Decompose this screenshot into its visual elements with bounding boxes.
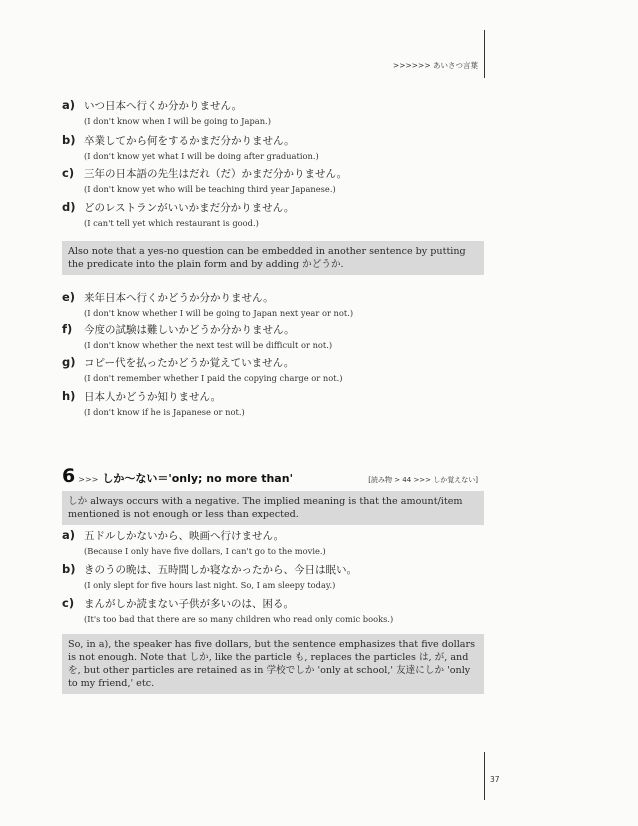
example-japanese: いつ日本へ行くか分かりません。 — [84, 100, 243, 112]
example-letter: d) — [62, 200, 76, 214]
example-japanese: まんがしか読まない子供が多いのは、困る。 — [84, 598, 294, 610]
example-item — [62, 389, 482, 417]
margin-rule-bottom — [484, 752, 485, 800]
example-translation: (I don't know whether I will be going to Japan next year or not.) — [84, 308, 354, 318]
example-item — [62, 200, 482, 228]
example-translation: (Because I only have five dollars, I can't go to the movie.) — [84, 546, 326, 556]
section-arrows: >>> — [78, 475, 99, 484]
example-japanese: 日本人かどうか知りません。 — [84, 391, 222, 403]
example-translation: (I don't remember whether I paid the copying charge or not.) — [84, 373, 343, 383]
example-japanese: コピー代を払ったかどうか覚えていません。 — [84, 357, 295, 369]
example-letter: b) — [62, 562, 76, 576]
example-item — [62, 133, 482, 161]
example-japanese: 五ドルしかないから、映画へ行けません。 — [84, 530, 285, 542]
example-letter: h) — [62, 389, 76, 403]
page-number: 37 — [490, 775, 500, 784]
example-letter: b) — [62, 133, 76, 147]
example-japanese: 来年日本へ行くかどうか分かりません。 — [84, 292, 274, 304]
example-japanese: 卒業してから何をするかまだ分かりません。 — [84, 135, 295, 147]
margin-rule-top — [484, 30, 485, 78]
grammar-note: Also note that a yes-no question can be embedded in another sentence by putting the predicate into the plain form and by adding かどうか. — [62, 241, 484, 275]
example-japanese: 三年の日本語の先生はだれ（だ）かまだ分かりません。 — [84, 168, 348, 180]
section-title: しか～ない＝'only; no more than' — [102, 472, 293, 485]
example-translation: (I don't know yet what I will be doing after graduation.) — [84, 151, 319, 161]
example-translation: (I don't know when I will be going to Japan.) — [84, 116, 271, 126]
example-translation: (I only slept for five hours last night. So, I am sleepy today.) — [84, 580, 336, 590]
grammar-note: しか always occurs with a negative. The implied meaning is that the amount/item mentioned is not enough or less than expected. — [62, 491, 484, 525]
example-item — [62, 562, 482, 590]
grammar-note: So, in a), the speaker has five dollars, but the sentence emphasizes that five dollars is not enough. Note that しか, like the particle も, replaces the particles は, が, and を, but other particles are retained as in 学校でしか 'only at school,' 友達にしか 'only to my friend,' etc. — [62, 634, 484, 694]
example-item — [62, 322, 482, 350]
example-letter: e) — [62, 290, 76, 304]
example-item — [62, 290, 482, 318]
example-letter: a) — [62, 528, 76, 542]
example-item — [62, 528, 482, 556]
example-translation: (I don't know yet who will be teaching third year Japanese.) — [84, 184, 336, 194]
running-head: >>>>>> あいさつ言葉 — [392, 61, 478, 70]
example-translation: (I don't know if he is Japanese or not.) — [84, 407, 245, 417]
example-translation: (I can't tell yet which restaurant is good.) — [84, 218, 259, 228]
example-letter: g) — [62, 355, 76, 369]
section-number: 6 — [62, 465, 76, 487]
example-letter: c) — [62, 596, 75, 610]
example-japanese: どのレストランがいいかまだ分かりません。 — [84, 202, 295, 214]
example-letter: a) — [62, 98, 76, 112]
section-heading — [62, 465, 478, 485]
example-japanese: 今度の試験は難しいかどうか分かりません。 — [84, 324, 295, 336]
example-japanese: きのうの晩は、五時間しか寝なかったから、今日は眠い。 — [84, 564, 357, 576]
example-translation: (It's too bad that there are so many children who read only comic books.) — [84, 614, 394, 624]
example-letter: f) — [62, 322, 73, 336]
example-item — [62, 166, 482, 194]
example-translation: (I don't know whether the next test will be difficult or not.) — [84, 340, 333, 350]
example-item — [62, 355, 482, 383]
example-item — [62, 596, 482, 624]
example-item — [62, 98, 482, 126]
section-reference: [読み物 > 44 >>> しか覚えない] — [368, 476, 478, 484]
example-letter: c) — [62, 166, 75, 180]
